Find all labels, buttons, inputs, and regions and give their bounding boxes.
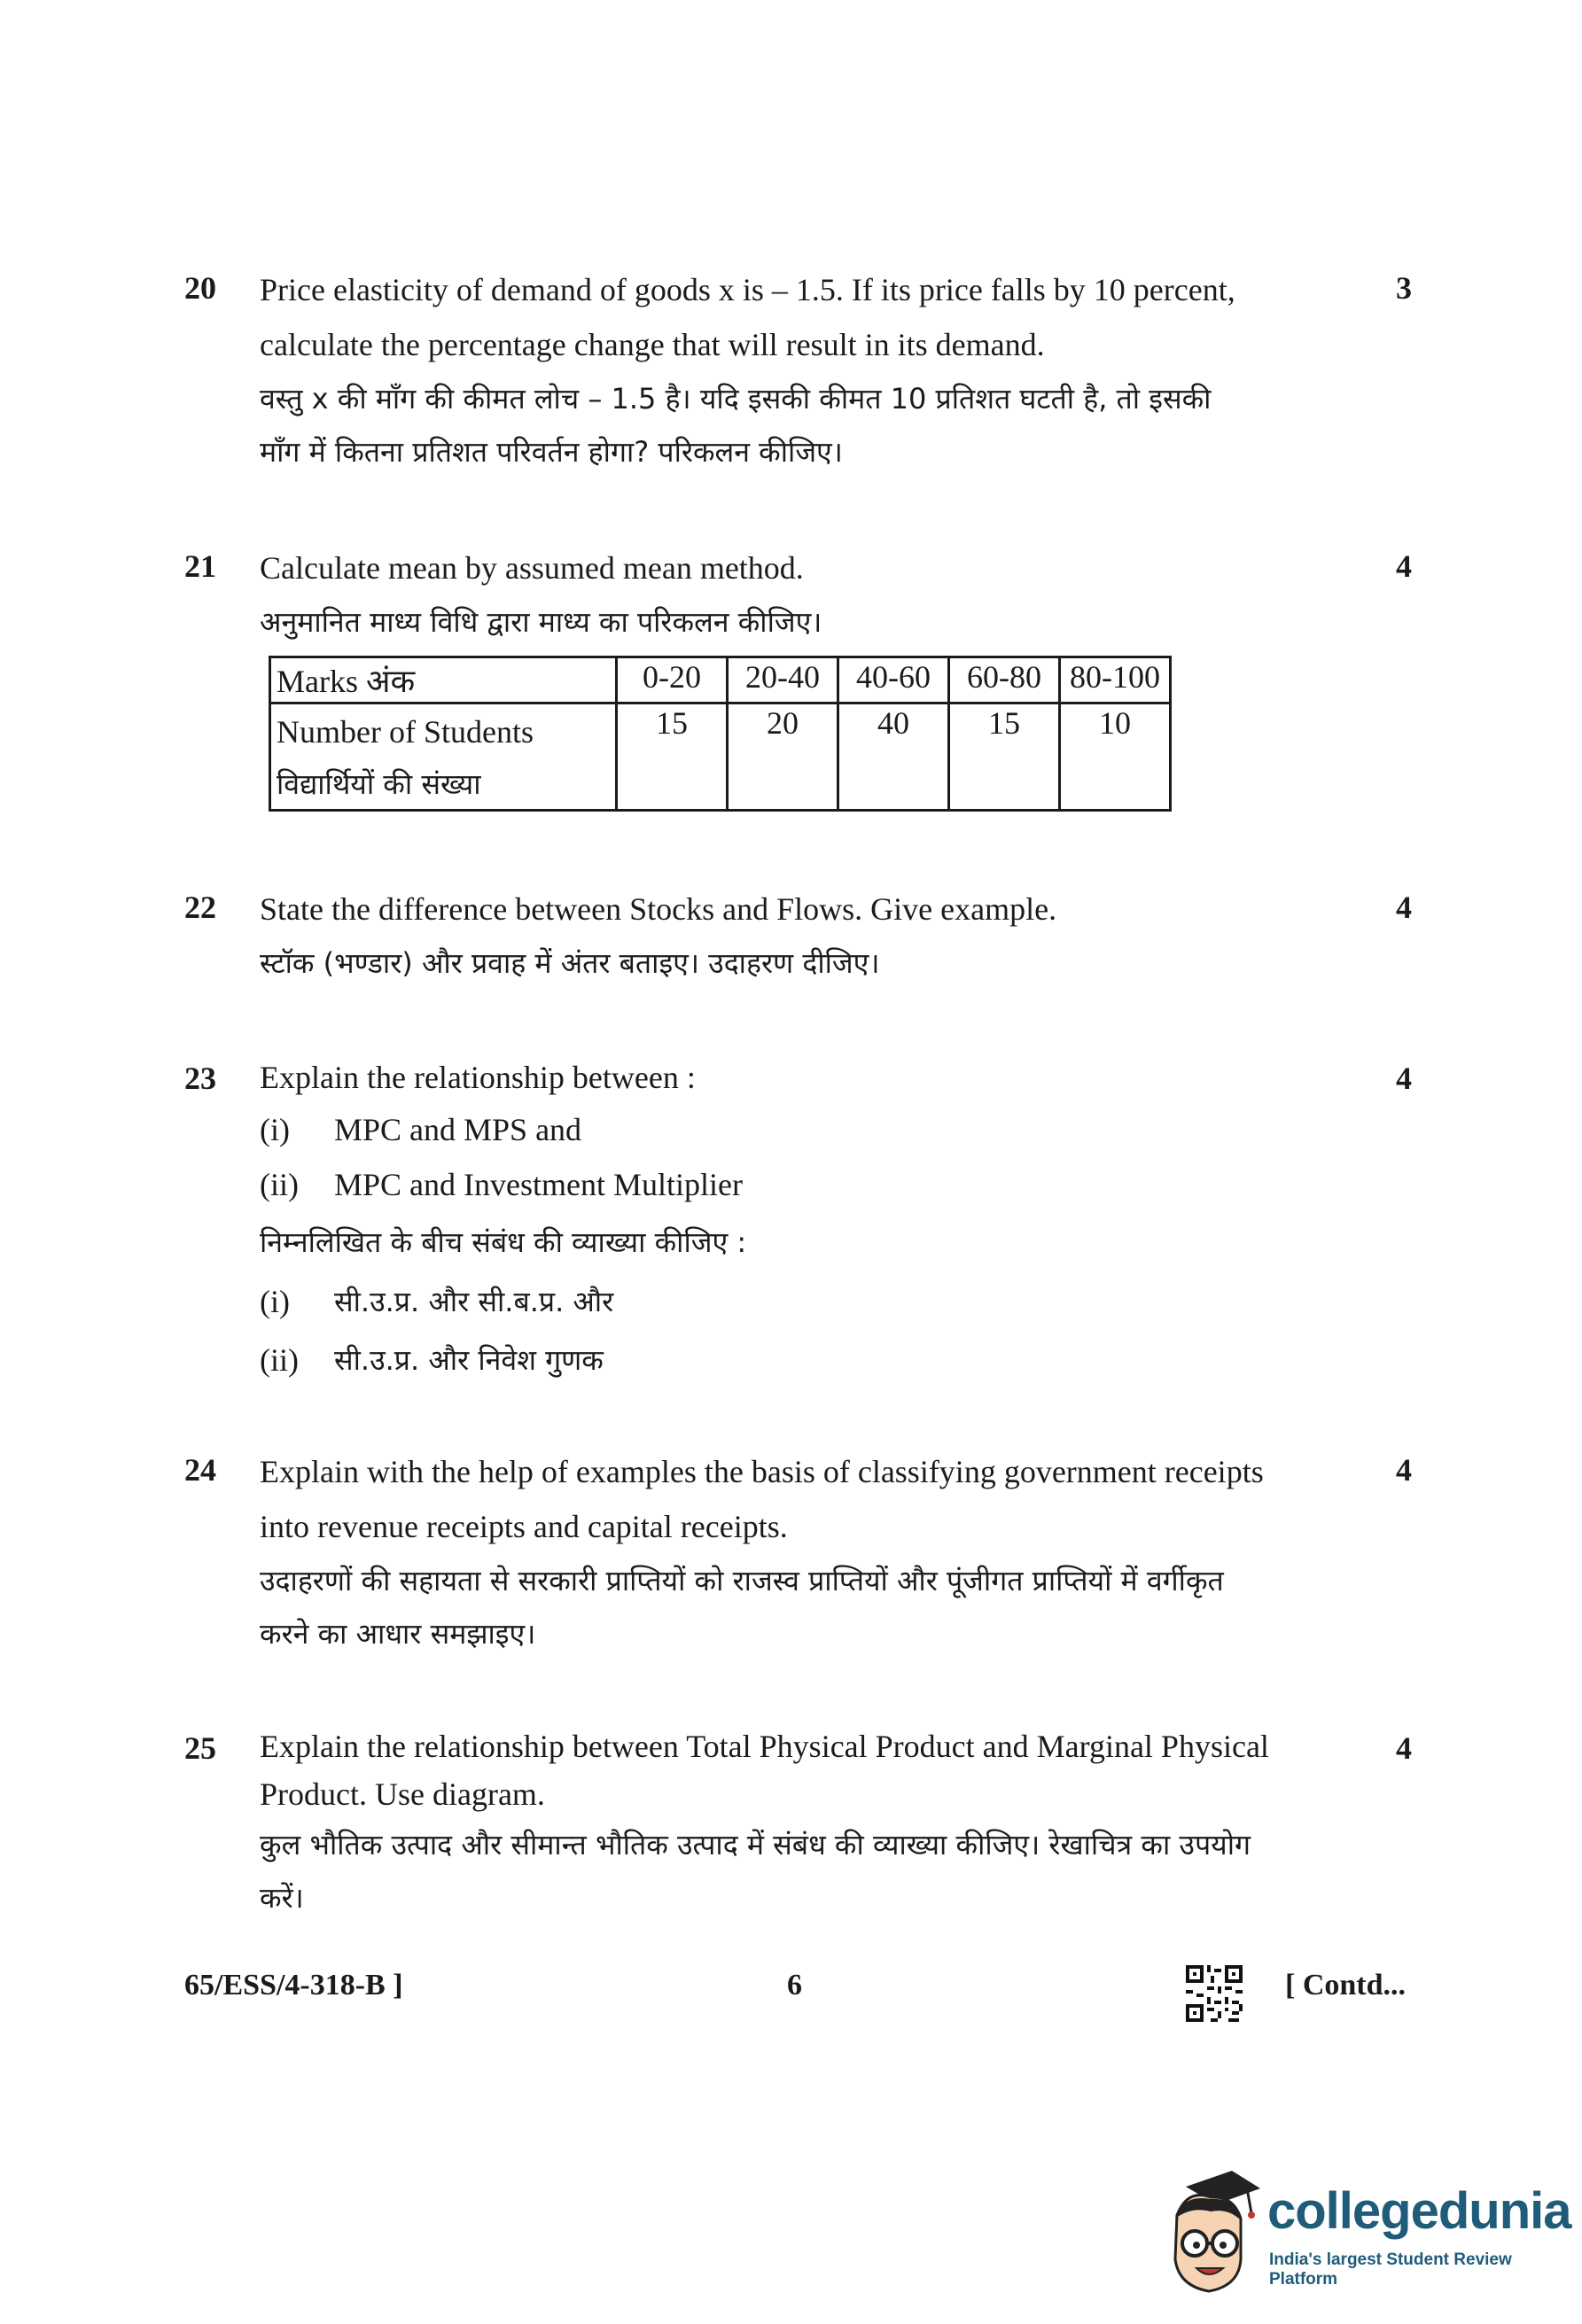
question-marks: 4 [1396, 1730, 1412, 1766]
question-number: 20 [184, 270, 216, 306]
row-label-hi: विद्यार्थियों की संख्या [277, 767, 481, 801]
question-text-en-line: calculate the percentage change that will result in its demand. [260, 327, 1045, 362]
question-number: 22 [184, 890, 216, 925]
frequency-cell: 15 [949, 703, 1060, 811]
sub-question-label: (ii) [260, 1167, 299, 1202]
sub-question-label: (ii) [260, 1342, 299, 1378]
table-row [270, 703, 1171, 811]
frequency-cell: 10 [1060, 703, 1171, 811]
question-text-en-line: Product. Use diagram. [260, 1776, 545, 1812]
question-number: 24 [184, 1452, 216, 1488]
header-label: Marks अंक [277, 664, 416, 699]
paper-code: 65/ESS/4-318-B ] [184, 1969, 403, 2001]
question-text-en-line: Explain with the help of examples the basis of classifying government receipts [260, 1454, 1264, 1489]
question-text-hi-line: अनुमानित माध्य विधि द्वारा माध्य का परिकलन कीजिए। [260, 605, 822, 639]
class-interval-cell: 0-20 [617, 657, 728, 703]
frequency-cell: 15 [617, 703, 728, 811]
question-text-en-line: Explain the relationship between Total Physical Product and Marginal Physical [260, 1729, 1269, 1764]
frequency-cell: 40 [838, 703, 949, 811]
class-interval-cell: 80-100 [1060, 657, 1171, 703]
table-row [270, 657, 1171, 703]
question-text-hi-line: निम्नलिखित के बीच संबंध की व्याख्या कीजिए : [260, 1225, 747, 1259]
marks-distribution-table [269, 656, 1172, 812]
question-number: 25 [184, 1730, 216, 1766]
question-text-en-line: Calculate mean by assumed mean method. [260, 550, 804, 586]
row-label-en: Number of Students [277, 714, 534, 750]
collegedunia-logo [1152, 2162, 1569, 2304]
continued-label: [ Contd... [1285, 1969, 1407, 2001]
question-marks: 4 [1396, 1452, 1412, 1488]
table-header-cell [270, 657, 617, 703]
class-interval-cell: 40-60 [838, 657, 949, 703]
question-text-en-line: into revenue receipts and capital receipts. [260, 1509, 788, 1544]
question-text-hi-line: माँग में कितना प्रतिशत परिवर्तन होगा? परिकलन कीजिए। [260, 435, 843, 469]
mascot-icon [1152, 2162, 1267, 2304]
question-number: 23 [184, 1061, 216, 1096]
question-text-en-line: Price elasticity of demand of goods x is – 1.5. If its price falls by 10 percent, [260, 272, 1235, 307]
frequency-cell: 20 [728, 703, 838, 811]
brand-tagline: India's largest Student Review Platform [1269, 2250, 1512, 2289]
sub-question [260, 1331, 1376, 1389]
sub-question-text: MPC and MPS and [334, 1112, 582, 1147]
sub-question [260, 1102, 1376, 1157]
page-number: 6 [787, 1969, 802, 2001]
sub-question-label: (i) [260, 1112, 290, 1147]
question-text-hi-line: वस्तु x की माँग की कीमत लोच – 1.5 है। यदि इसकी कीमत 10 प्रतिशत घटती है, तो इसकी [260, 382, 1212, 416]
sub-question-text: सी.उ.प्र. और निवेश गुणक [334, 1343, 604, 1377]
class-interval-cell: 60-80 [949, 657, 1060, 703]
class-interval-cell: 20-40 [728, 657, 838, 703]
sub-question-text: MPC and Investment Multiplier [334, 1167, 743, 1202]
question-text-hi-line: कुल भौतिक उत्पाद और सीमान्त भौतिक उत्पाद में संबंध की व्याख्या कीजिए। रेखाचित्र का उपयोग [260, 1828, 1251, 1862]
sub-question [260, 1272, 1376, 1331]
question-marks: 4 [1396, 1061, 1412, 1096]
question-marks: 4 [1396, 548, 1412, 584]
question-marks: 4 [1396, 890, 1412, 925]
question-text-hi-line: करें। [260, 1881, 304, 1915]
question-text-en-line: State the difference between Stocks and Flows. Give example. [260, 891, 1057, 927]
question-number: 21 [184, 548, 216, 584]
question-text-hi-line: करने का आधार समझाइए। [260, 1617, 536, 1651]
qr-code-icon [1186, 1965, 1243, 2022]
sub-question-label: (i) [260, 1284, 290, 1319]
sub-question-text: सी.उ.प्र. और सी.ब.प्र. और [334, 1285, 614, 1318]
brand-name: collegedunia [1267, 2182, 1571, 2240]
question-marks: 3 [1396, 270, 1412, 306]
question-text-hi-line: उदाहरणों की सहायता से सरकारी प्राप्तियों को राजस्व प्राप्तियों और पूंजीगत प्राप्तियों में वर्गीकृत [260, 1564, 1224, 1597]
sub-question [260, 1157, 1376, 1212]
question-text-en-line: Explain the relationship between : [260, 1060, 696, 1095]
question-text-hi-line: स्टॉक (भण्डार) और प्रवाह में अंतर बताइए। उदाहरण दीजिए। [260, 946, 880, 980]
row-label-cell [270, 703, 617, 811]
